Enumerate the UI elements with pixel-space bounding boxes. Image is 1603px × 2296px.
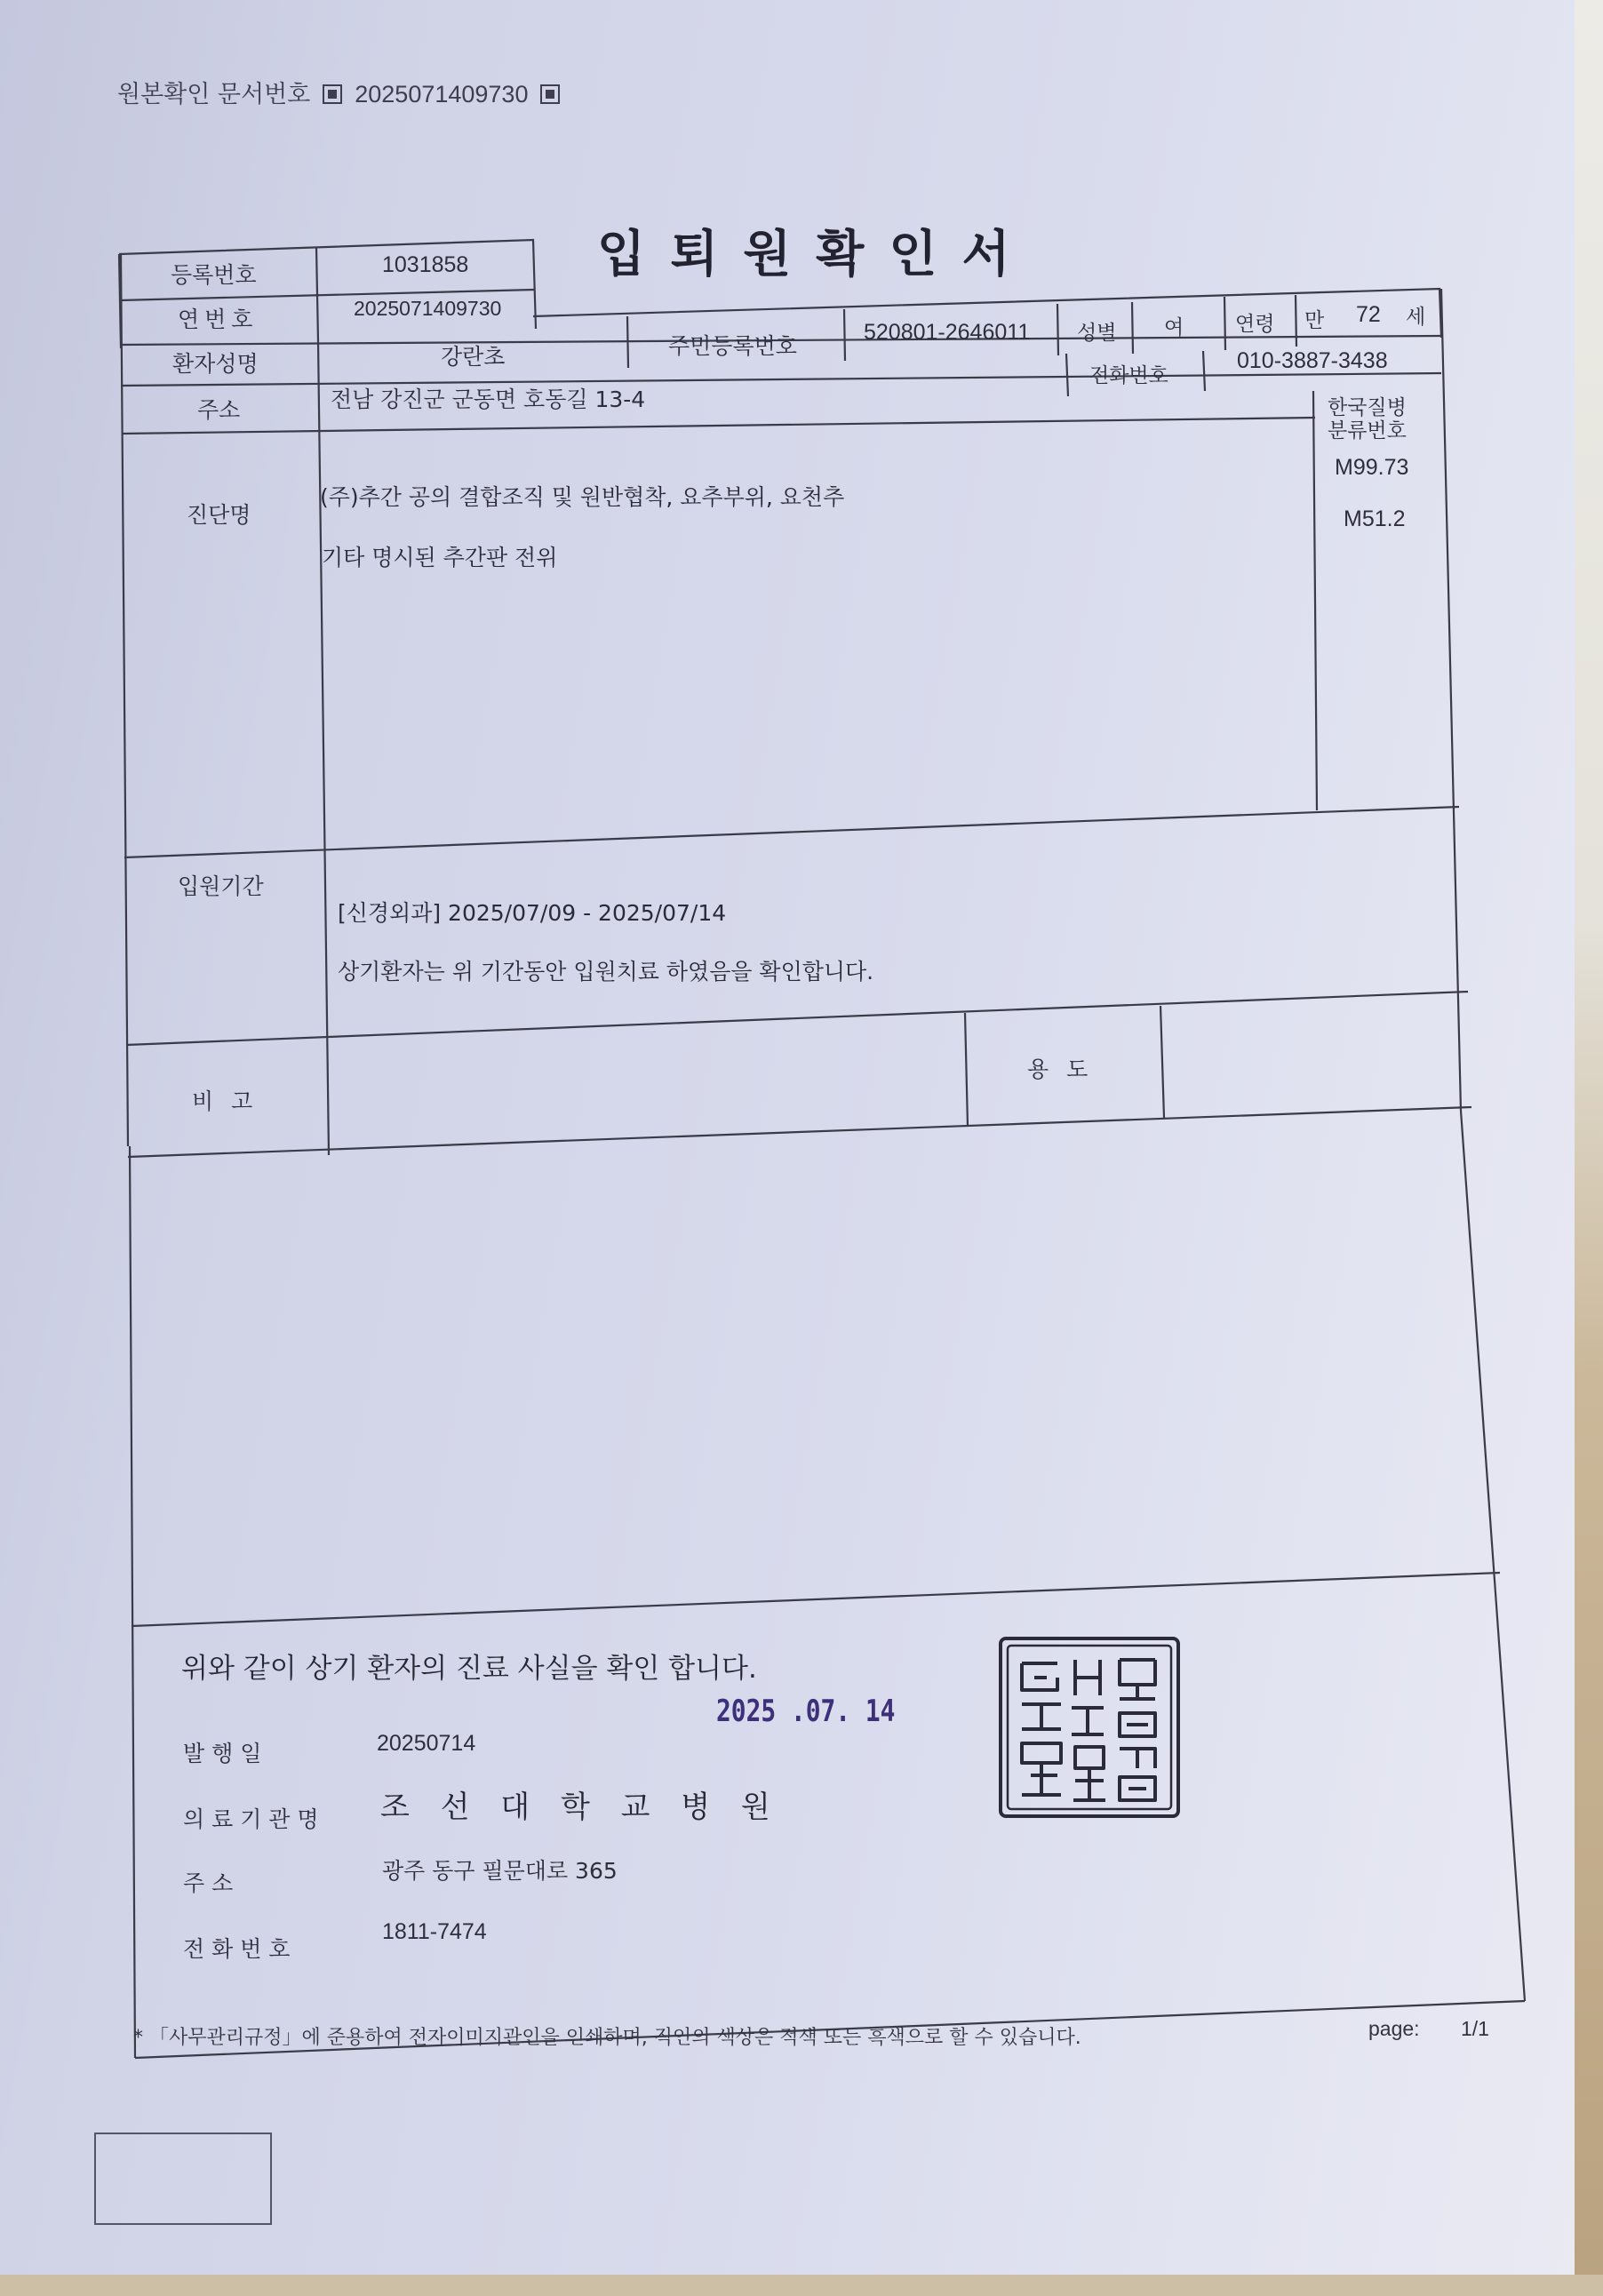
rrn-value: 520801-2646011 — [864, 320, 1031, 345]
kcd-code-1: M99.73 — [1335, 455, 1409, 480]
blank-box — [94, 2133, 272, 2225]
issue-date-value: 20250714 — [377, 1731, 476, 1756]
page-value: 1/1 — [1460, 2017, 1489, 2040]
sex-value: 여 — [1164, 316, 1184, 339]
reg-no-value: 1031858 — [382, 252, 469, 277]
kcd-code-2: M51.2 — [1344, 506, 1406, 531]
kcd-label-2: 분류번호 — [1328, 419, 1407, 442]
inst-phone-value: 1811-7474 — [382, 1919, 487, 1944]
diagnosis-line-2: 기타 명시된 추간판 전위 — [322, 545, 558, 570]
name-value: 강란초 — [441, 344, 506, 370]
serial-value: 2025071409730 — [354, 297, 502, 320]
doc-number: 2025071409730 — [355, 81, 529, 108]
reg-no-label: 등록번호 — [171, 262, 257, 288]
name-label: 환자성명 — [172, 351, 259, 377]
admission-period: [신경외과] 2025/07/09 - 2025/07/14 — [338, 900, 727, 926]
age-label: 연령 — [1235, 313, 1275, 336]
purpose-label: 용 도 — [1027, 1056, 1094, 1082]
serial-label: 연번호 — [178, 307, 259, 332]
stamp-date: 2025 .07. 14 — [716, 1694, 896, 1729]
page-label: page: — [1368, 2017, 1420, 2040]
kcd-label-1: 한국질병 — [1328, 396, 1407, 419]
diagnosis-label: 진단명 — [187, 502, 251, 528]
age-value: 72 — [1356, 302, 1381, 327]
institution-name: 조 선 대 학 교 병 원 — [380, 1790, 781, 1825]
address-label: 주소 — [197, 397, 241, 423]
inst-phone-label: 전 화 번 호 — [183, 1936, 291, 1962]
inst-address-value: 광주 동구 필문대로 365 — [382, 1858, 618, 1884]
remarks-label: 비 고 — [192, 1088, 259, 1114]
admission-label: 입원기간 — [178, 873, 264, 899]
age-prefix: 만 — [1304, 309, 1325, 332]
rrn-label: 주민등록번호 — [668, 333, 797, 359]
document-title: 입퇴원확인서 — [597, 226, 1035, 283]
diagnosis-line-1: (주)추간 공의 결합조직 및 원반협착, 요추부위, 요천추 — [320, 484, 845, 510]
age-suffix: 세 — [1406, 306, 1426, 329]
issue-date-label: 발 행 일 — [183, 1741, 262, 1766]
sex-label: 성별 — [1077, 322, 1117, 345]
page-info — [1368, 2017, 1489, 2041]
address-value: 전남 강진군 군동면 호동길 13-4 — [331, 387, 646, 412]
phone-label: 전화번호 — [1089, 364, 1168, 387]
doc-check-label: 원본확인 문서번호 — [117, 81, 311, 108]
inst-address-label: 주 소 — [183, 1870, 234, 1896]
phone-value: 010-3887-3438 — [1237, 348, 1388, 373]
footer-note: * 「사무관리규정」에 준용하여 전자이미지관인을 인쇄하며, 직인의 색상은 적색 또는 흑색으로 할 수 있습니다. — [133, 2027, 1081, 2049]
official-seal — [995, 1633, 1184, 1822]
institution-label: 의 료 기 관 명 — [183, 1806, 319, 1832]
admission-statement: 상기환자는 위 기간동안 입원치료 하였음을 확인합니다. — [338, 959, 874, 985]
certification-statement: 위와 같이 상기 환자의 진료 사실을 확인 합니다. — [181, 1653, 757, 1685]
